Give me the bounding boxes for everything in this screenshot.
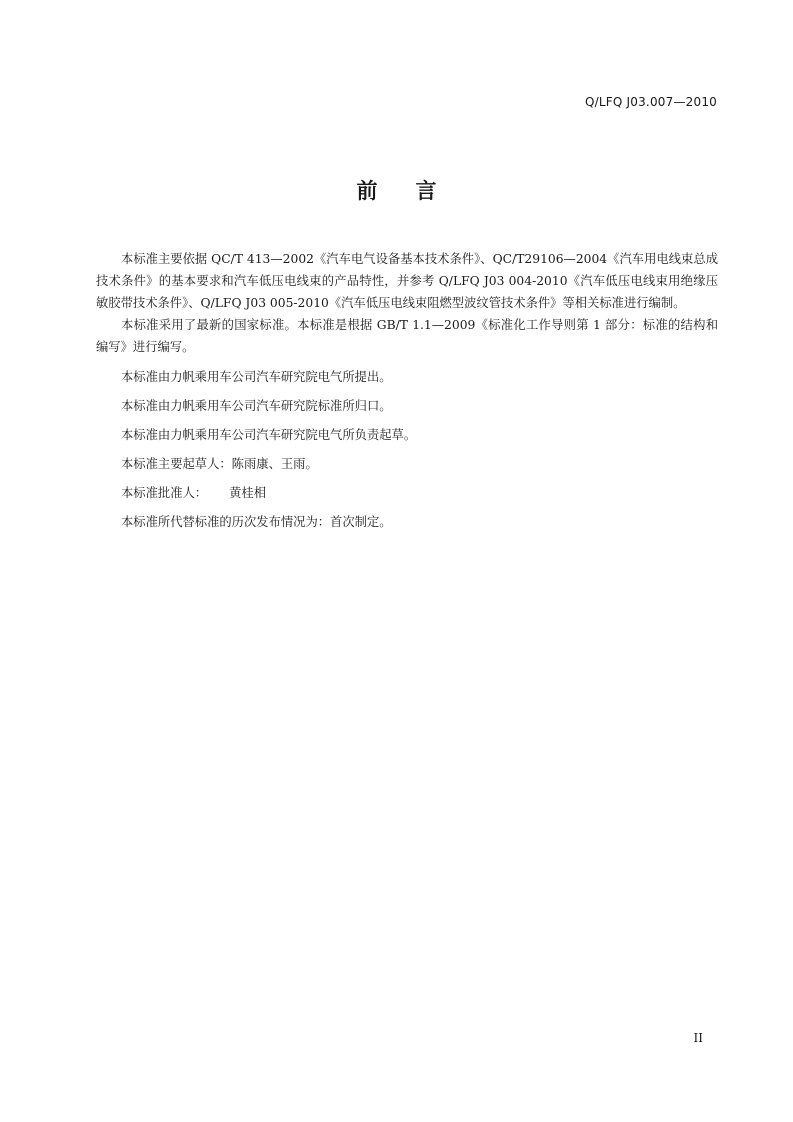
foreword-body [96,248,718,540]
page-title: 前言 [356,179,475,203]
statement-proposer: 本标准由力帆乘用车公司汽车研究院电气所提出。 [121,370,392,384]
paragraph-standards-adopted: 本标准采用了最新的国家标准。本标准是根据 GB/T 1.1—2009《标准化工作导则第 1 部分：标准的结构和编写》进行编写。 [96,318,718,354]
approver-name: 黄桂相 [229,486,266,500]
statement-approver [96,482,718,511]
document-id: Q/LFQ J03.007—2010 [584,95,717,109]
paragraph-basis: 本标准主要依据 QC/T 413—2002《汽车电气设备基本技术条件》、QC/T29106—2004《汽车用电线束总成技术条件》的基本要求和汽车低压电线束的产品特性，并参考 Q/LFQ J03 004-2010《汽车低压电线束用绝缘压敏胶带技术条件》、Q/LFQ J03 005-2010《汽车低压电线束阻燃型波纹管技术条件》等相关标准进行编制。 [96,252,718,310]
statement-drafter-unit: 本标准由力帆乘用车公司汽车研究院电气所负责起草。 [121,428,417,442]
page-number: II [693,1031,703,1045]
statement-drafters: 本标准主要起草人：陈雨康、王雨。 [121,457,318,471]
statement-history: 本标准所代替标准的历次发布情况为：首次制定。 [121,515,392,529]
approver-label: 本标准批准人： [121,486,208,500]
statement-administrator: 本标准由力帆乘用车公司汽车研究院标准所归口。 [121,399,392,413]
